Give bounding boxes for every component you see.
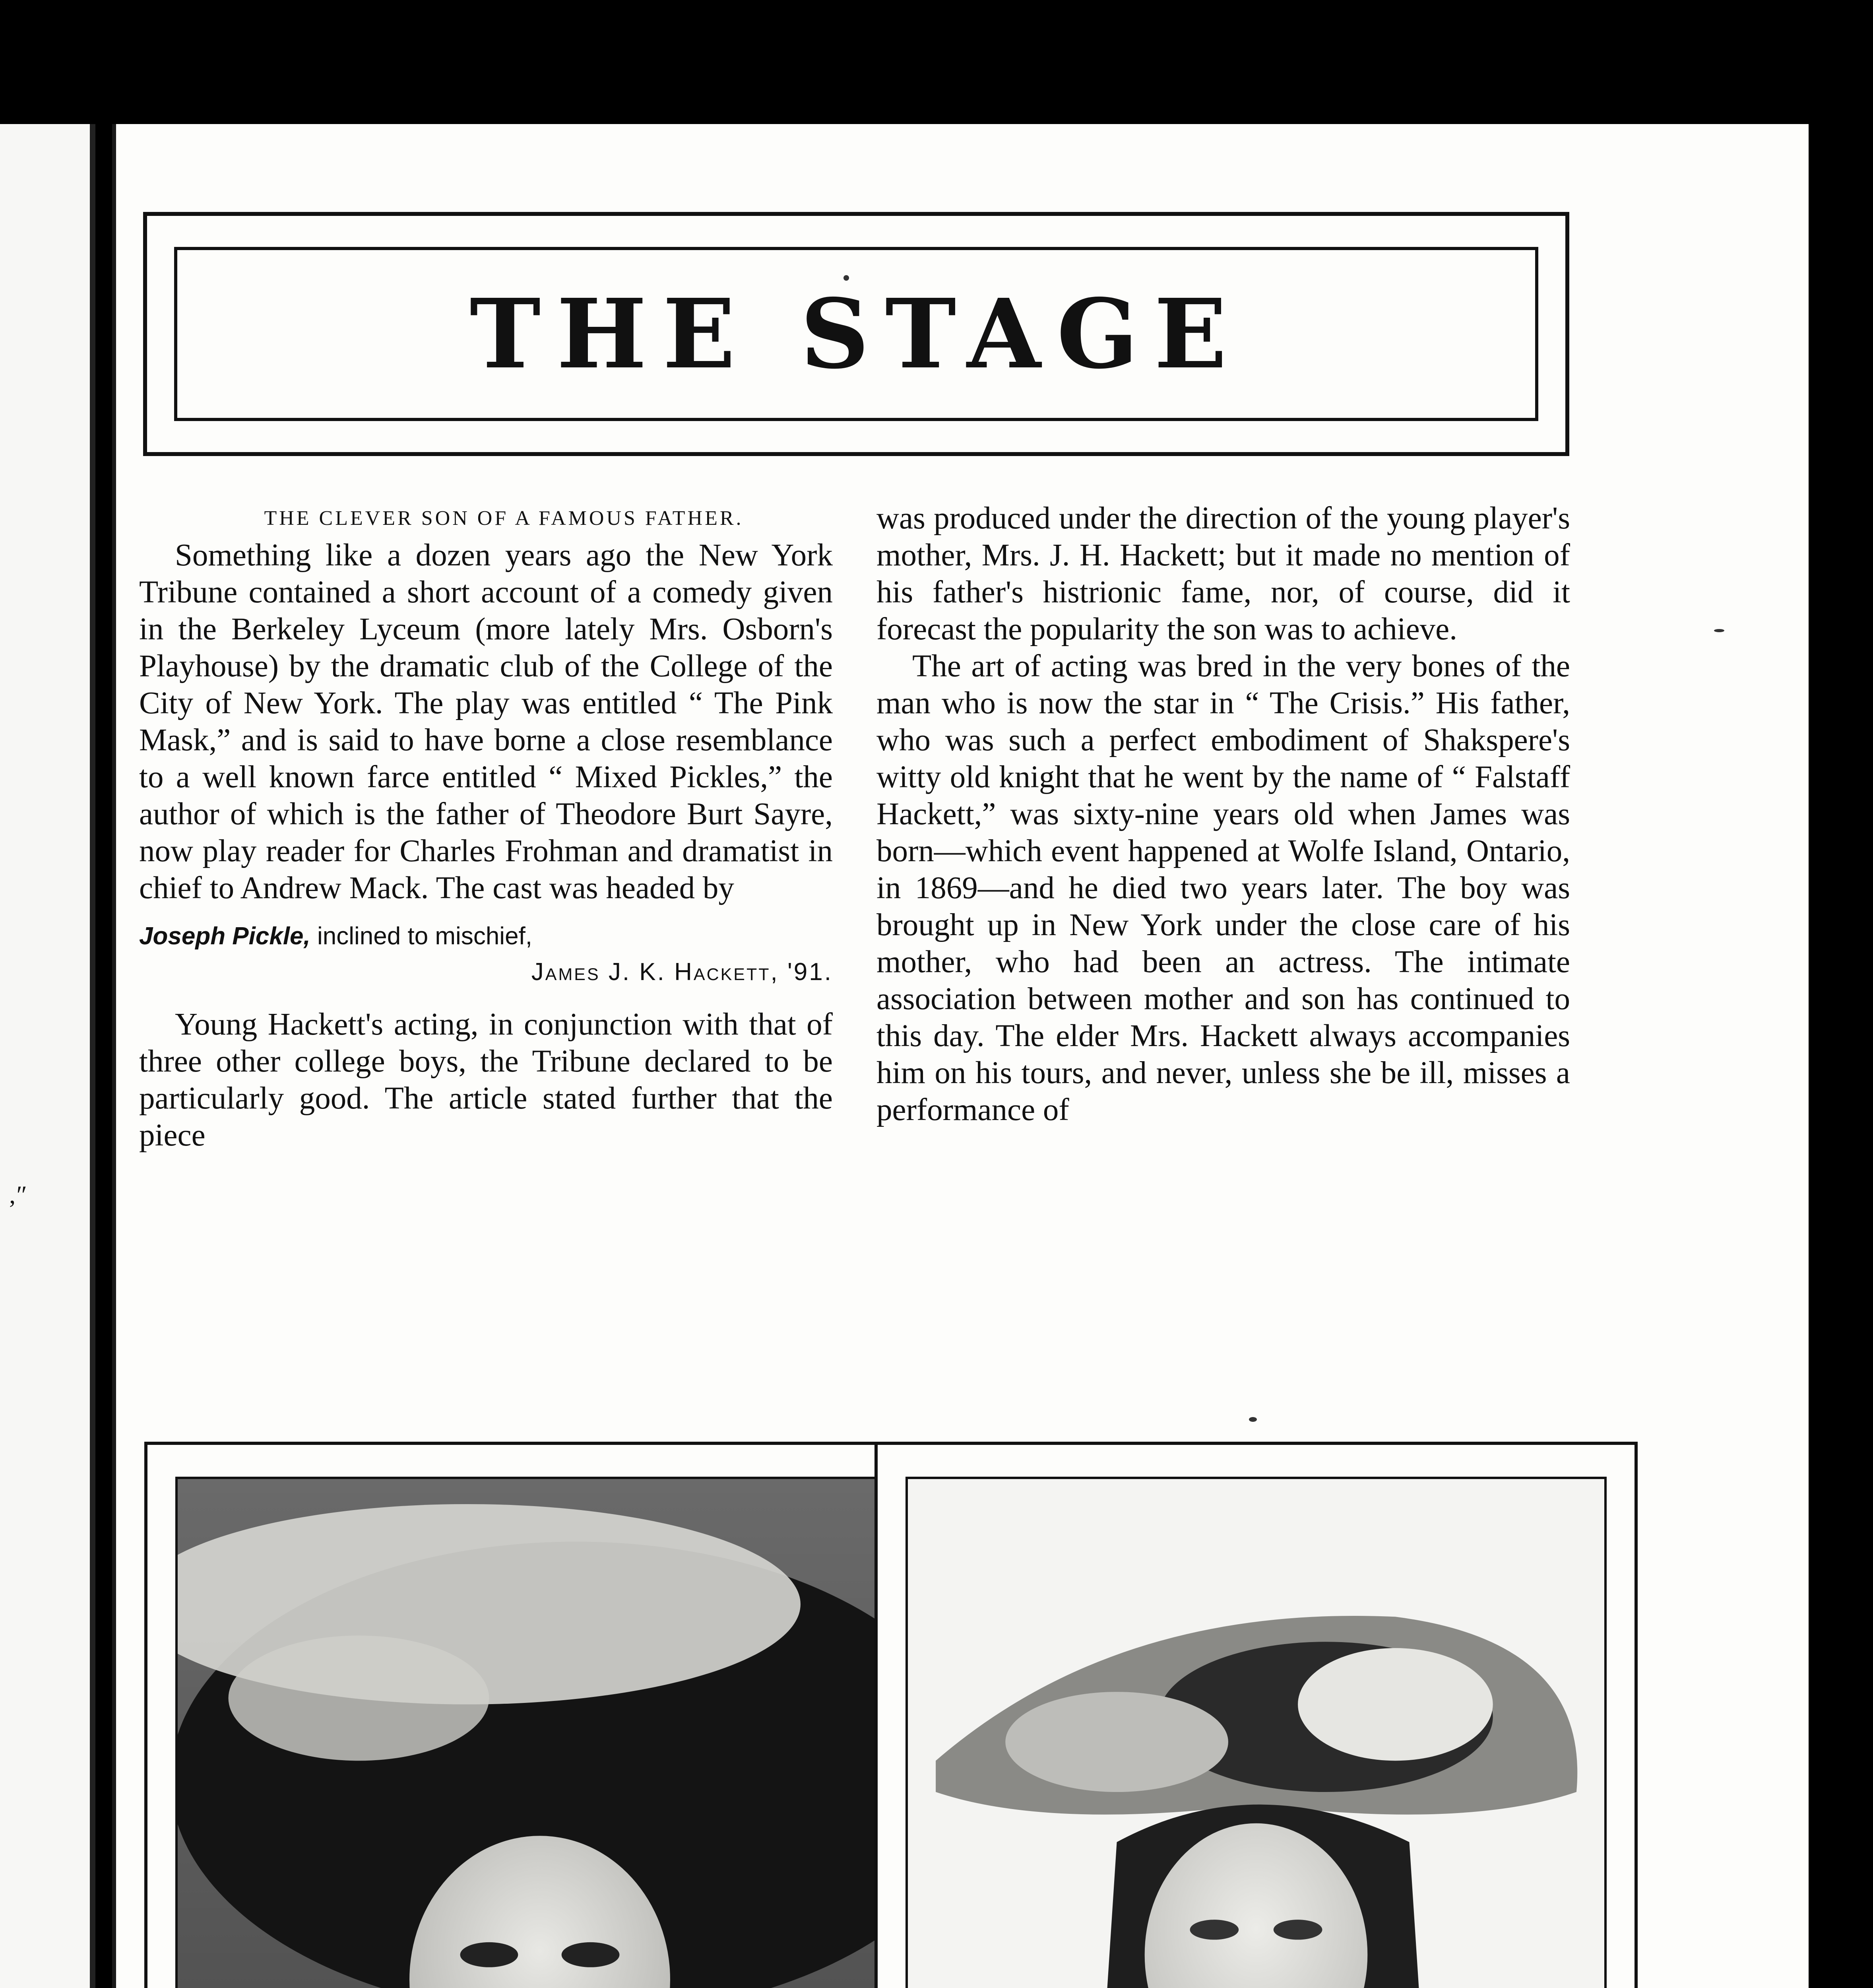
article-paragraph: Something like a dozen years ago the New York Tribune contained a short account of a comedy given in the Berkeley Lyceum (more lately Mrs. Osborn's Playhouse) by the dramatic club of the College of the City of New York. The play was entitled “ The Pink Mask,” and is said to have borne a close resemblance to a well known farce entitled “ Mixed Pickles,” the author of which is the father of Theodore Burt Sayre, now play reader for Charles Frohman and dramatist in chief to Andrew Mack. The cast was headed by bbox=[139, 538, 833, 905]
cast-role: Joseph Pickle, bbox=[139, 922, 310, 950]
photo-inner-frame bbox=[905, 1477, 1607, 1988]
masthead-frame bbox=[143, 212, 1569, 456]
article-column-left bbox=[139, 500, 833, 1154]
photo-frame-right bbox=[874, 1442, 1638, 1988]
article-column-right bbox=[876, 500, 1570, 1128]
cast-role-description: inclined to mischief, bbox=[317, 922, 533, 950]
ink-speck bbox=[1714, 629, 1724, 632]
article-paragraph: was produced under the direction of the young player's mother, Mrs. J. H. Hackett; but it made no mention of his father's histrionic fame, nor, of course, did it forecast the popularity the son was to achieve. bbox=[876, 501, 1570, 646]
portrait-image bbox=[908, 1479, 1604, 1988]
article-heading: THE CLEVER SON OF A FAMOUS FATHER. bbox=[264, 507, 744, 530]
portrait-photo-helen-prindiville bbox=[908, 1479, 1604, 1988]
margin-mark: ‚″ bbox=[8, 1180, 27, 1209]
article-paragraph: The art of acting was bred in the very bones of the man who is now the star in “ The Crisis.” His father, who was such a perfect embodiment of Shakspere's witty old knight that he went by the name of “ Falstaff Hackett,” was sixty-nine years old when James was born—which event happened at Wolfe Island, Ontario, in 1869—and he died two years later. The boy was brought up in New York under the close care of his mother, who had been an actress. The intimate association between mother and son has continued to this day. The elder Mrs. Hackett always accompanies him on his tours, and never, unless she be ill, misses a performance of bbox=[876, 649, 1570, 1127]
cast-actor: James J. K. Hackett, '91. bbox=[531, 958, 833, 986]
portrait-photo-sybil-klein bbox=[178, 1479, 902, 1988]
facing-page-edge bbox=[0, 124, 95, 1988]
portrait-image bbox=[178, 1479, 902, 1988]
article-paragraph: Young Hackett's acting, in conjunction with that of three other college boys, the Tribune declared to be particularly good. The article stated further that the piece bbox=[139, 1007, 833, 1153]
masthead-inner-frame bbox=[174, 247, 1538, 421]
section-title: THE STAGE bbox=[469, 278, 1243, 390]
ink-speck bbox=[1249, 1417, 1257, 1422]
photo-inner-frame bbox=[175, 1477, 904, 1988]
photo-frame-left bbox=[144, 1442, 935, 1988]
cast-listing bbox=[139, 918, 833, 990]
